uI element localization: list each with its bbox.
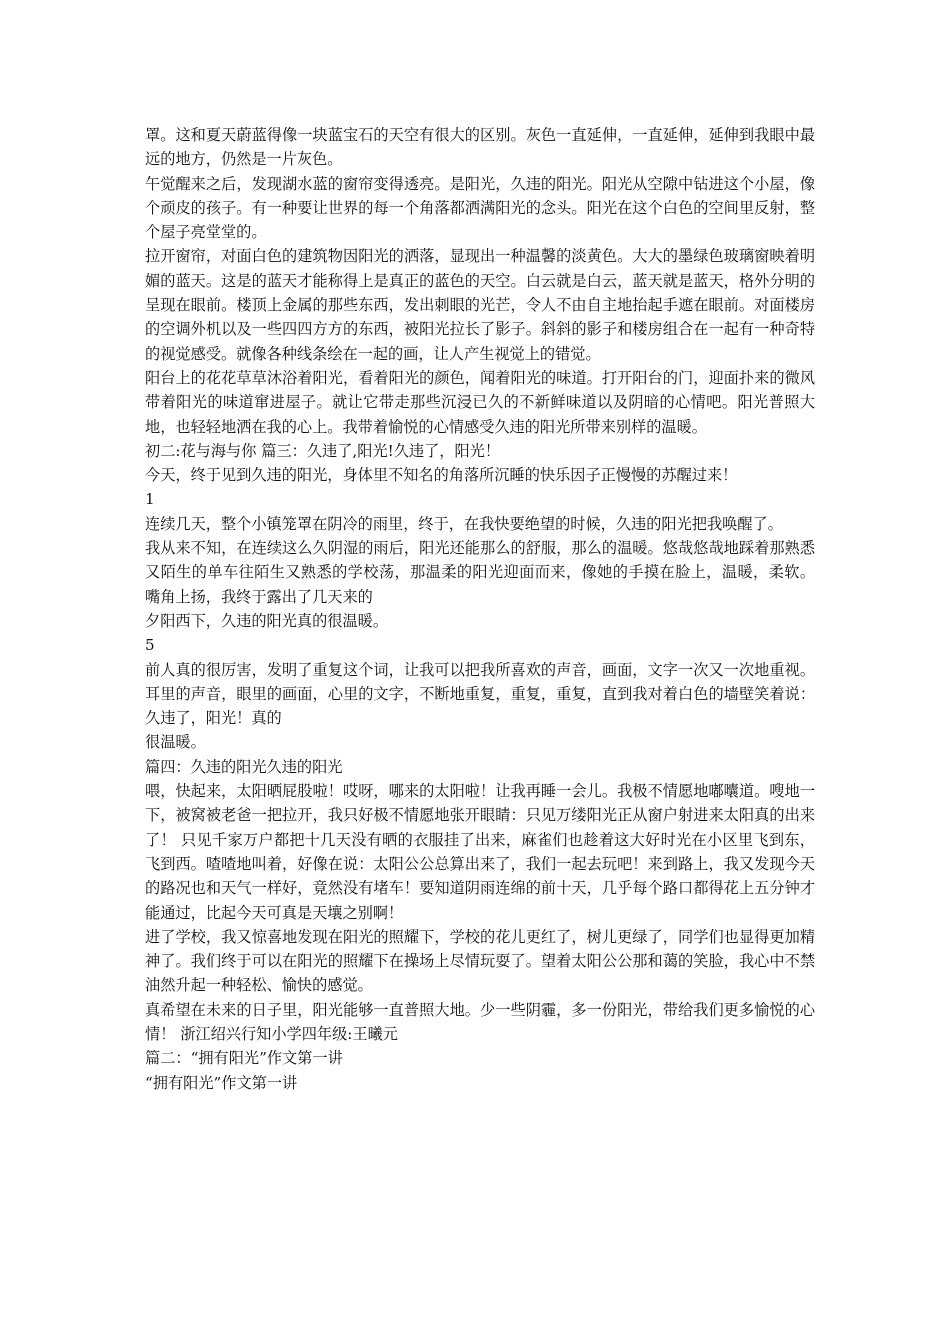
section-heading: 篇四：久违的阳光久违的阳光	[145, 757, 343, 776]
paragraph: 今天，终于见到久违的阳光，身体里不知名的角落所沉睡的快乐因子正慢慢的苏醒过来！	[145, 466, 738, 485]
section-heading: 初二:花与海与你 篇三：久违了,阳光!久违了，阳光！	[145, 441, 501, 460]
paragraph: 夕阳西下，久违的阳光真的很温暖。	[145, 611, 388, 630]
paragraph: 拉开窗帘，对面白色的建筑物因阳光的洒落，显现出一种温馨的淡黄色。大大的墨绿色玻璃窗映着明媚的蓝天。这是的蓝天才能称得上是真正的蓝色的天空。白云就是白云，蓝天就是蓝天，格外分明的呈现在眼前。楼顶上金属的那些东西，发出刺眼的光芒，令人不由自主地抬起手遮在眼前。对面楼房的空调外机以及一些四四方方的东西，被阳光拉长了影子。斜斜的影子和楼房组合在一起有一种奇特的视觉感受。就像各种线条绘在一起的画，让人产生视觉上的错觉。	[145, 247, 815, 363]
section-subheading: “拥有阳光”作文第一讲	[145, 1073, 298, 1092]
paragraph: 我从来不知，在连续这么久阴湿的雨后，阳光还能那么的舒服，那么的温暖。悠哉悠哉地踩着那熟悉又陌生的单车往陌生又熟悉的学校荡，那温柔的阳光迎面而来，像她的手摸在脸上，温暖，柔软。 嘴角上扬，我终于露出了几天来的	[145, 539, 815, 606]
paragraph: 很温暖。	[145, 733, 206, 752]
section-heading: 篇二：“拥有阳光”作文第一讲	[145, 1049, 343, 1068]
paragraph: 罩。这和夏天蔚蓝得像一块蓝宝石的天空有很大的区别。灰色一直延伸，一直延伸，延伸到我眼中最远的地方，仍然是一片灰色。	[145, 126, 815, 169]
paragraph: 前人真的很厉害，发明了重复这个词，让我可以把我所喜欢的声音，画面，文字一次又一次地重视。耳里的声音，眼里的画面，心里的文字，不断地重复，重复，重复，直到我对着白色的墙壁笑着说： 久违了，阳光！真的	[145, 660, 815, 728]
paragraph-number: 1	[145, 490, 155, 509]
paragraph: 午觉醒来之后，发现湖水蓝的窗帘变得透亮。是阳光，久违的阳光。阳光从空隙中钻进这个小屋，像个顽皮的孩子。有一种要让世界的每一个角落都洒满阳光的念头。阳光在这个白色的空间里反射，整个屋子亮堂堂的。	[145, 174, 815, 242]
paragraph: 喂，快起来，太阳晒屁股啦！哎呀，哪来的太阳啦！让我再睡一会儿。我极不情愿地嘟囔道。嗖地一下，被窝被老爸一把拉开，我只好极不情愿地张开眼睛：只见万缕阳光正从窗户射进来太阳真的出来了！ 只见千家万户都把十几天没有晒的衣服挂了出来，麻雀们也趁着这大好时光在小区里飞到东，飞到西。喳喳地叫着，好像在说：太阳公公总算出来了，我们一起去玩吧！来到路上，我又发现今天的路况也和天气一样好，竟然没有堵车！要知道阴雨连绵的前十天，几乎每个路口都得花上五分钟才能通过，比起今天可真是天壤之别啊！	[145, 782, 815, 922]
document-body	[145, 123, 815, 1095]
paragraph: 连续几天，整个小镇笼罩在阴冷的雨里，终于，在我快要绝望的时候，久违的阳光把我唤醒了。	[145, 514, 783, 533]
paragraph-number: 5	[145, 636, 155, 655]
paragraph: 阳台上的花花草草沐浴着阳光，看着阳光的颜色，闻着阳光的味道。打开阳台的门，迎面扑来的微风带着阳光的味道窜进屋子。就让它带走那些沉浸已久的不新鲜味道以及阴暗的心情吧。阳光普照大地，也轻轻地洒在我的心上。我带着愉悦的心情感受久违的阳光所带来别样的温暖。	[145, 368, 815, 436]
paragraph: 进了学校，我又惊喜地发现在阳光的照耀下，学校的花儿更红了，树儿更绿了，同学们也显得更加精神了。我们终于可以在阳光的照耀下在操场上尽情玩耍了。望着太阳公公那和蔼的笑脸，我心中不禁油然升起一种轻松、愉快的感觉。	[145, 927, 815, 995]
paragraph: 真希望在未来的日子里，阳光能够一直普照大地。少一些阴霾，多一份阳光，带给我们更多愉悦的心情！ 浙江绍兴行知小学四年级:王曦元	[145, 1000, 815, 1043]
